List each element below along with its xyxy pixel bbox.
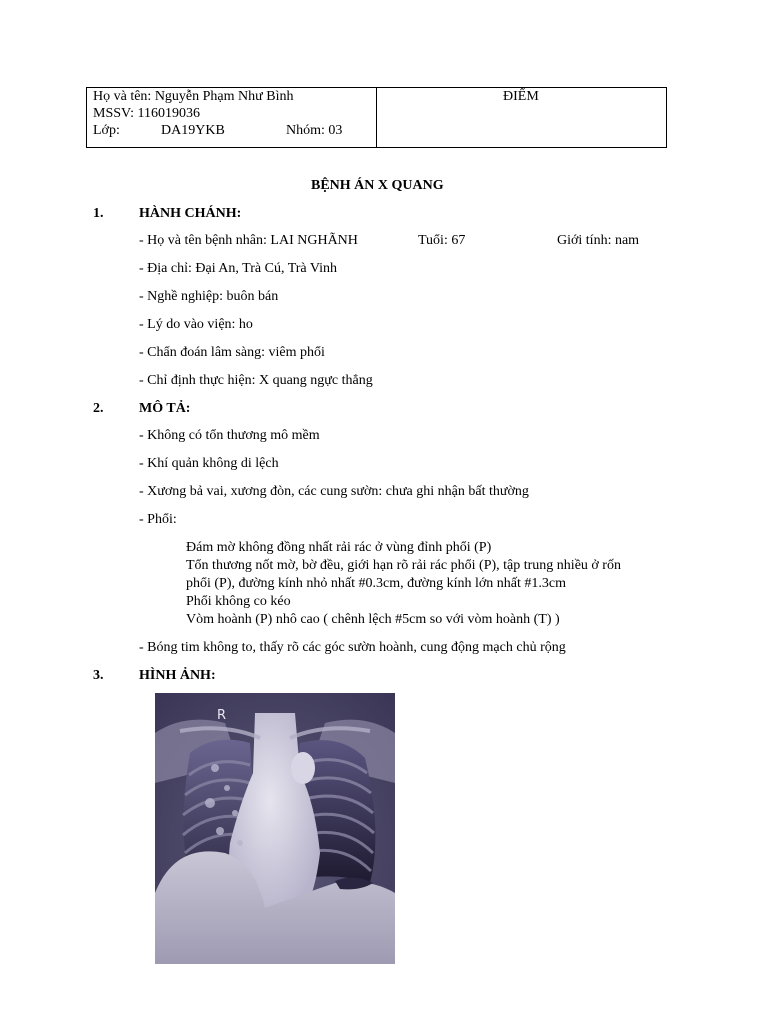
score-label: ĐIỂM: [503, 89, 539, 104]
lung-finding: Phổi không co kéo: [186, 594, 291, 609]
section-2-heading: MÔ TẢ:: [139, 401, 191, 416]
section-1-number: 1.: [93, 206, 104, 221]
document-title: BỆNH ÁN X QUANG: [311, 178, 444, 193]
patient-age: Tuổi: 67: [418, 233, 466, 248]
description-line: - Xương bả vai, xương đòn, các cung sườn: chưa ghi nhận bất thường: [139, 484, 529, 499]
patient-occupation: - Nghề nghiệp: buôn bán: [139, 289, 279, 304]
section-3-heading: HÌNH ẢNH:: [139, 668, 216, 683]
xray-side-marker: R: [217, 708, 227, 723]
description-line: - Khí quản không di lệch: [139, 456, 279, 471]
section-2-number: 2.: [93, 401, 104, 416]
lung-finding-continued: phổi (P), đường kính nhỏ nhất #0.3cm, đường kính lớn nhất #1.3cm: [186, 576, 566, 591]
lung-finding: Tổn thương nốt mờ, bờ đều, giới hạn rõ rải rác phổi (P), tập trung nhiều ở rốn: [186, 558, 621, 573]
patient-name: - Họ và tên bệnh nhân: LAI NGHÃNH: [139, 233, 358, 248]
lung-label: - Phổi:: [139, 512, 177, 527]
student-name: Họ và tên: Nguyễn Phạm Như Bình: [93, 89, 294, 104]
class-value: DA19YKB: [161, 123, 225, 138]
admission-reason: - Lý do vào viện: ho: [139, 317, 253, 332]
description-line: - Không có tổn thương mô mềm: [139, 428, 320, 443]
clinical-diagnosis: - Chẩn đoán lâm sàng: viêm phổi: [139, 345, 325, 360]
indication: - Chỉ định thực hiện: X quang ngực thẳng: [139, 373, 373, 388]
patient-address: - Địa chỉ: Đại An, Trà Cú, Trà Vinh: [139, 261, 338, 276]
chest-xray-image: [155, 693, 395, 964]
heart-description: - Bóng tim không to, thấy rõ các góc sườn hoành, cung động mạch chủ rộng: [139, 640, 566, 655]
section-3-number: 3.: [93, 668, 104, 683]
patient-gender: Giới tính: nam: [557, 233, 640, 248]
student-id: MSSV: 116019036: [93, 106, 200, 121]
header-divider: [376, 87, 377, 148]
lung-finding: Đám mờ không đồng nhất rải rác ở vùng đỉnh phổi (P): [186, 540, 492, 555]
group-number: Nhóm: 03: [286, 123, 343, 138]
section-1-heading: HÀNH CHÁNH:: [139, 206, 242, 221]
class-label: Lớp:: [93, 123, 120, 138]
lung-finding: Vòm hoành (P) nhô cao ( chênh lệch #5cm so với vòm hoành (T) ): [186, 612, 560, 627]
